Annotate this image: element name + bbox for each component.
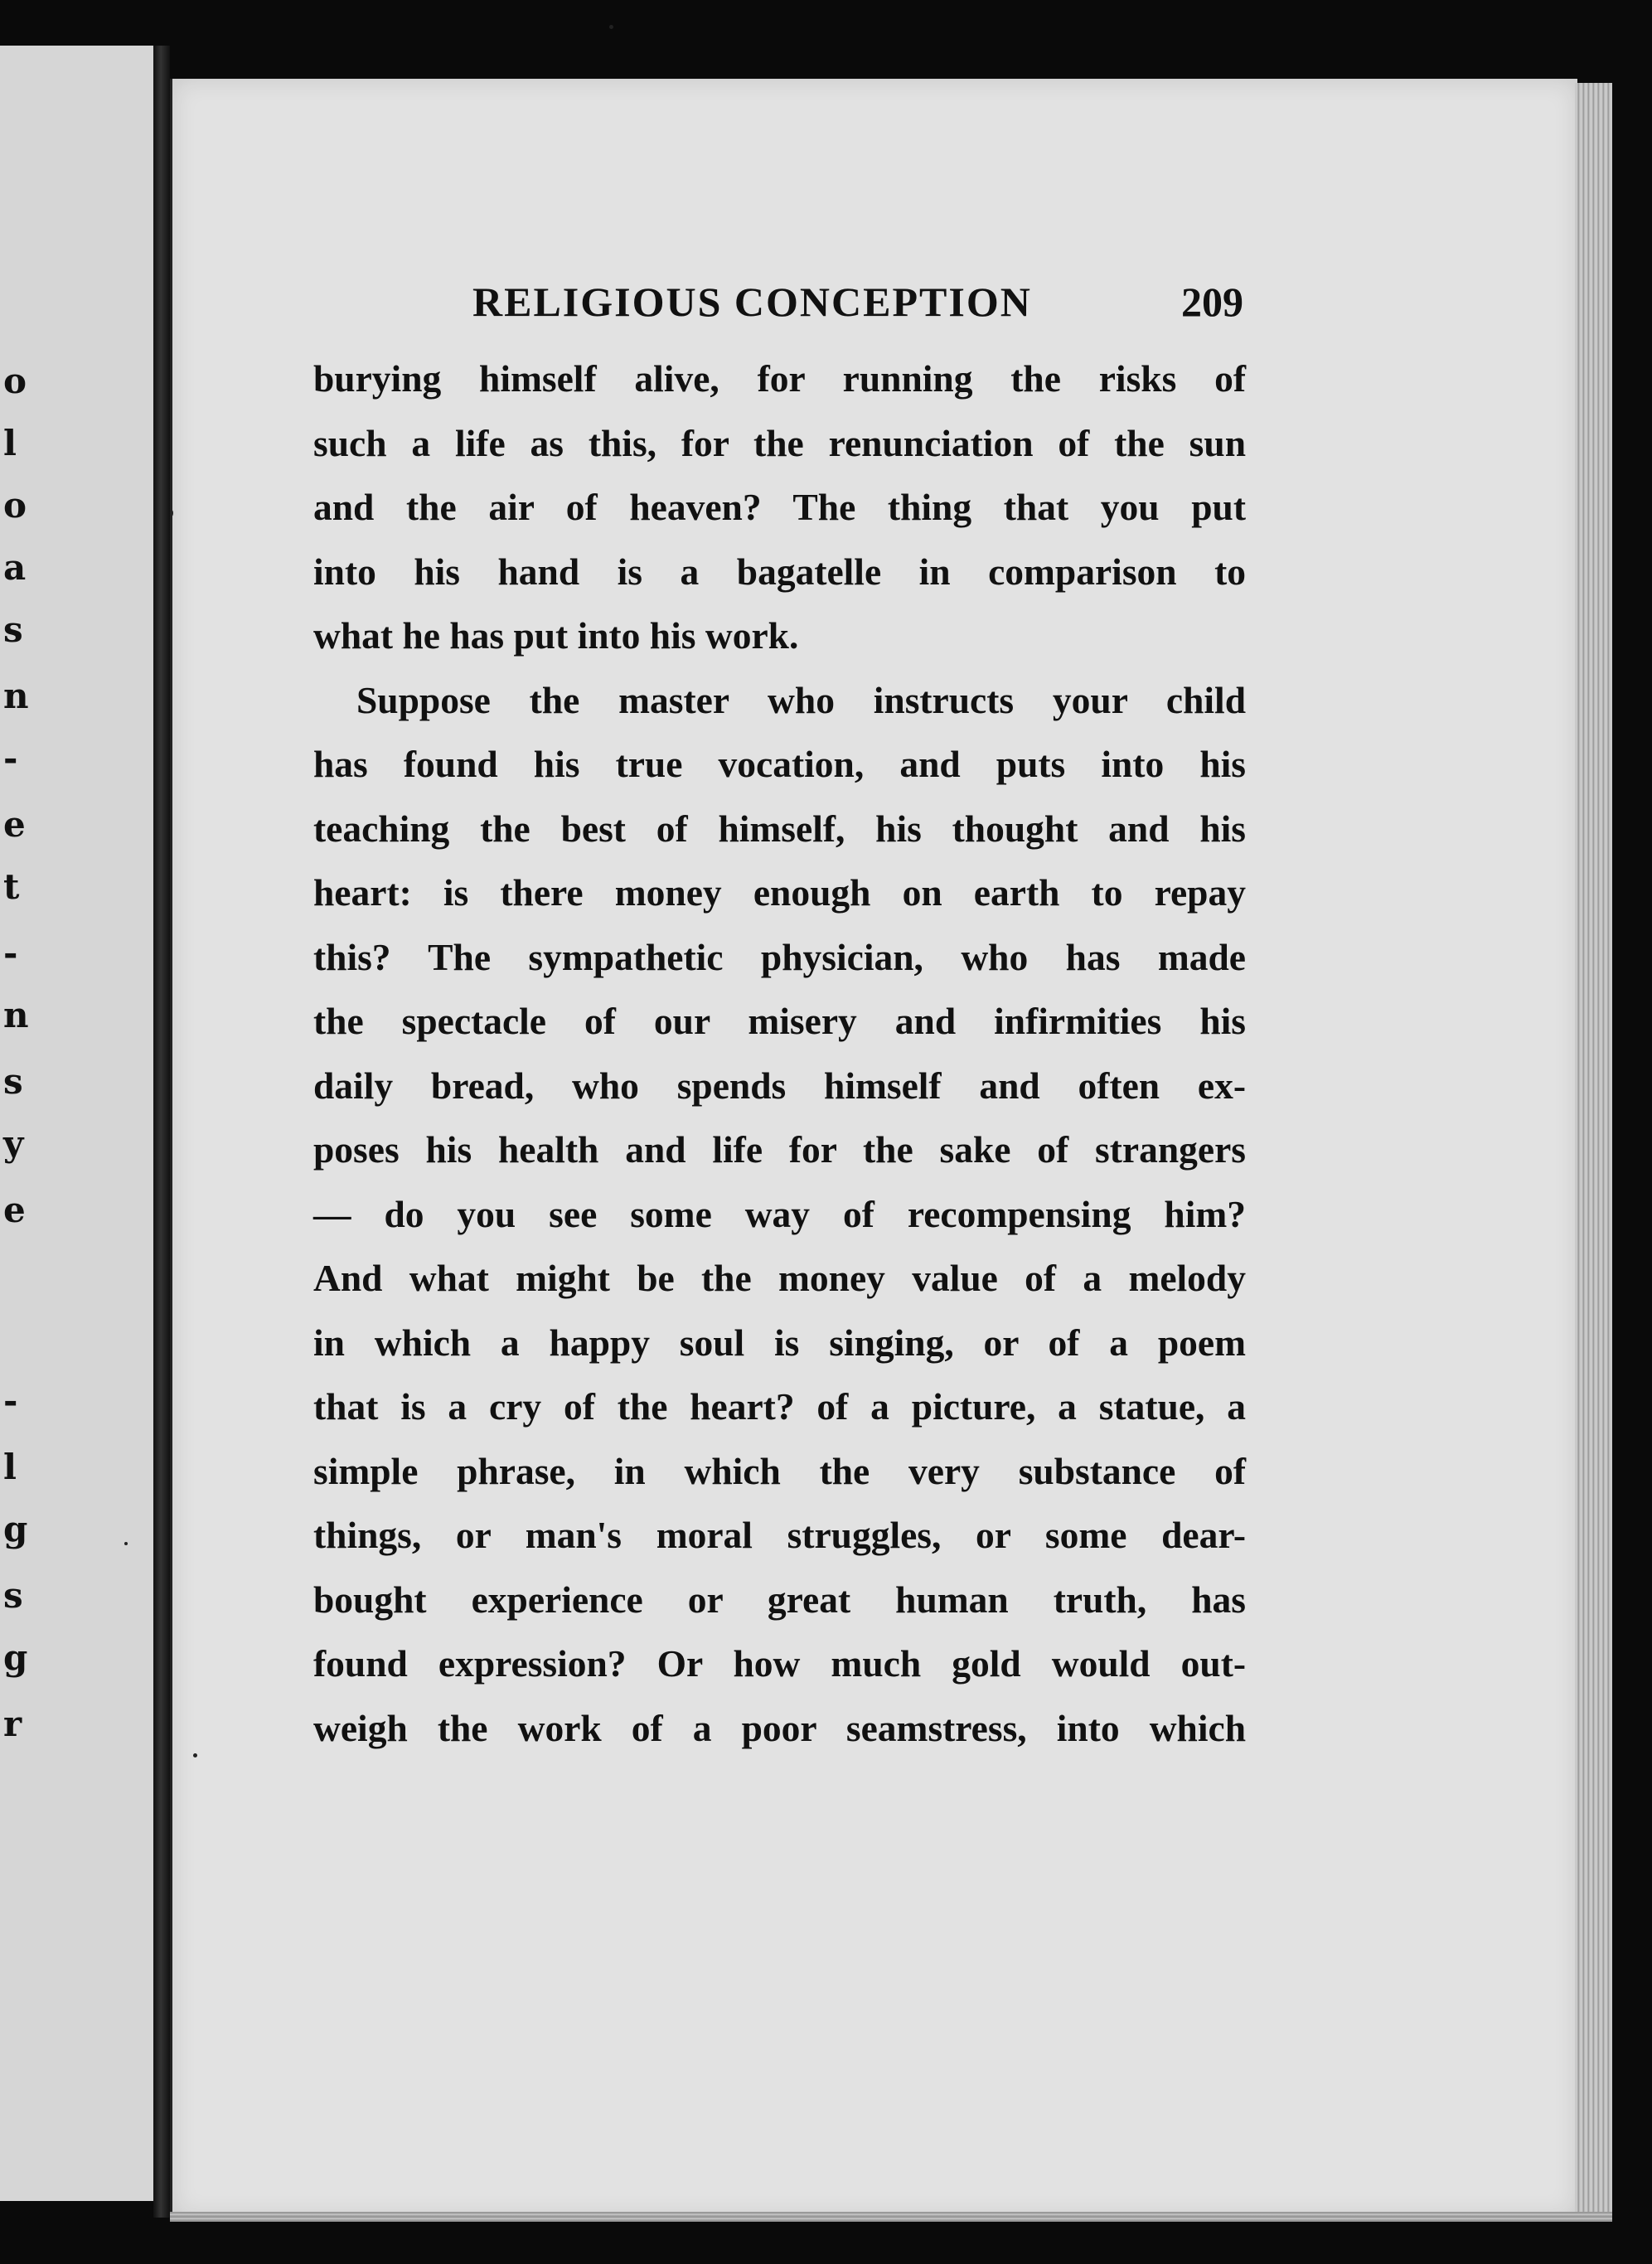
book-spine — [153, 46, 170, 2218]
text-line: what he has put into his work. — [313, 614, 799, 657]
margin-char: r — [3, 1704, 22, 1744]
text-line: and the air of heaven? The thing that you put — [313, 486, 1246, 528]
margin-char: - — [3, 933, 18, 973]
text-line: heart: is there money enough on earth to repay — [313, 871, 1246, 914]
text-line: has found his true vocation, and puts into his — [313, 743, 1246, 785]
margin-char: e — [3, 804, 26, 845]
text-line: poses his health and life for the sake of strangers — [313, 1128, 1246, 1171]
page-bottom-edge — [170, 2212, 1612, 2222]
text-line: daily bread, who spends himself and often ex- — [313, 1064, 1246, 1107]
text-line: in which a happy soul is singing, or of a poem — [313, 1321, 1246, 1364]
margin-char: s — [3, 1061, 23, 1102]
text-line: Suppose the master who instructs your child — [356, 678, 1246, 721]
running-title: RELIGIOUS CONCEPTION — [472, 279, 1032, 325]
text-line: this? The sympathetic physician, who has made — [313, 935, 1246, 978]
scan-speck — [609, 25, 613, 29]
margin-char: s — [3, 1575, 23, 1616]
text-line: such a life as this, for the renunciation of the sun — [313, 421, 1246, 464]
page-number: 209 — [1181, 279, 1243, 325]
text-line: found expression? Or how much gold would out- — [313, 1642, 1246, 1685]
margin-char: s — [3, 609, 23, 650]
scan-speck — [124, 1542, 128, 1545]
margin-char: l — [3, 1447, 17, 1487]
text-line: that is a cry of the heart? of a picture, a statue, a — [313, 1385, 1246, 1428]
text-line: bought experience or great human truth, has — [313, 1578, 1246, 1621]
left-facing-page — [0, 46, 158, 2201]
margin-char: g — [3, 1509, 28, 1549]
margin-char: o — [3, 485, 27, 526]
scan-speck — [193, 1753, 197, 1757]
margin-char: g — [3, 1637, 28, 1678]
margin-char: a — [3, 547, 27, 588]
text-line: things, or man's moral struggles, or some dear- — [313, 1514, 1246, 1556]
text-line: simple phrase, in which the very substance of — [313, 1449, 1246, 1492]
margin-char: - — [3, 1380, 18, 1421]
text-line: the spectacle of our misery and infirmities his — [313, 1000, 1246, 1042]
margin-char: - — [3, 738, 18, 778]
scan-speck — [170, 510, 173, 516]
margin-char: n — [3, 995, 29, 1035]
text-line: into his hand is a bagatelle in comparison to — [313, 550, 1246, 593]
margin-char: e — [3, 1190, 26, 1230]
page-fore-edge — [1575, 83, 1612, 2213]
margin-char: y — [3, 1123, 24, 1164]
text-line: weigh the work of a poor seamstress, into which — [313, 1706, 1246, 1749]
margin-char: n — [3, 676, 29, 716]
running-header — [472, 278, 1243, 327]
text-line: teaching the best of himself, his thought and his — [313, 807, 1246, 850]
body-text — [313, 347, 1246, 1760]
text-line: And what might be the money value of a melody — [313, 1257, 1246, 1299]
margin-char: t — [3, 866, 20, 907]
text-line: — do you see some way of recompensing him? — [313, 1192, 1246, 1235]
text-line: burying himself alive, for running the risks of — [313, 357, 1246, 400]
margin-char: o — [3, 361, 27, 401]
margin-char: l — [3, 423, 17, 463]
